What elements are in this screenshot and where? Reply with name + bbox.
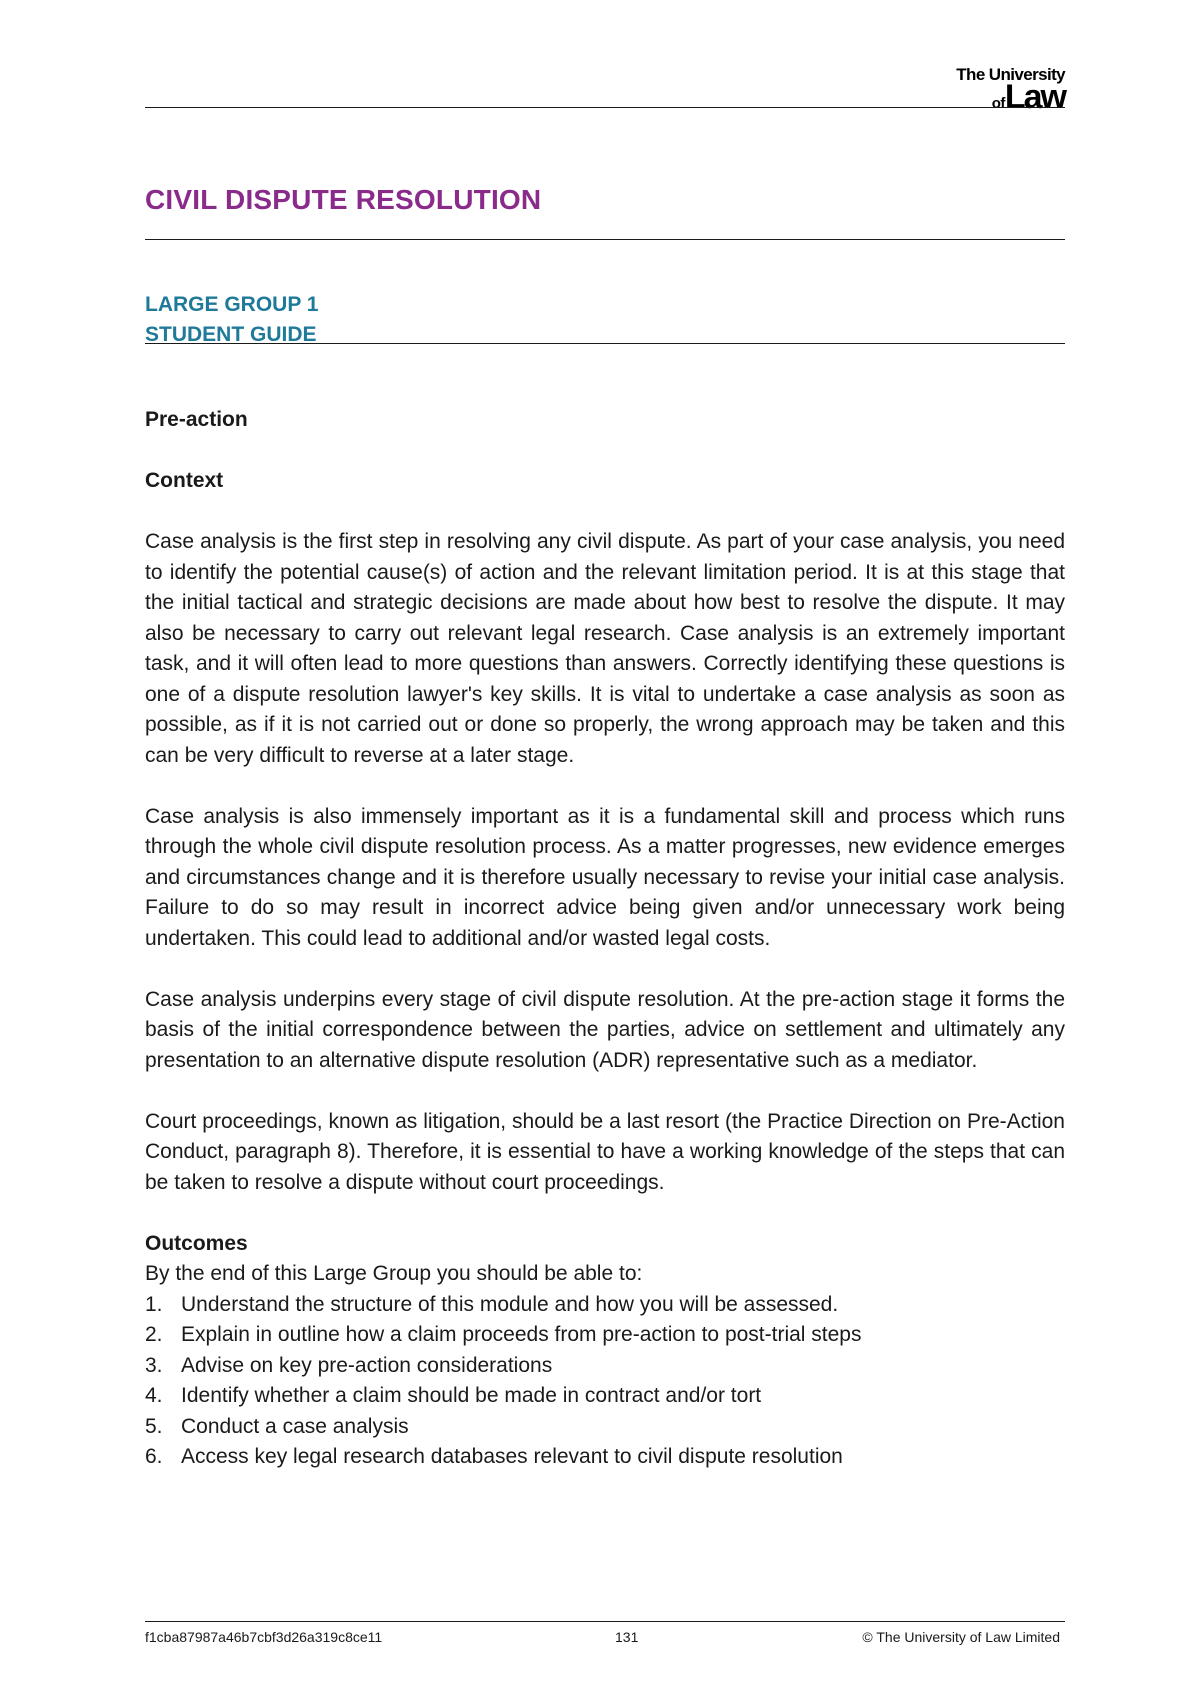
- footer-page-number: 131: [615, 1629, 639, 1645]
- list-item: [145, 1351, 1065, 1382]
- document-title: CIVIL DISPUTE RESOLUTION: [145, 184, 542, 215]
- logo-law: Law: [1004, 78, 1065, 116]
- subtitle-line1: LARGE GROUP 1: [145, 293, 319, 316]
- outcomes-intro: By the end of this Large Group you should be able to:: [145, 1262, 643, 1285]
- logo-line2: [956, 80, 1065, 114]
- title-rule: [145, 239, 1065, 240]
- document-body: [145, 405, 1065, 1473]
- list-item-number: 4.: [145, 1384, 163, 1407]
- list-item-text: Access key legal research databases relevant to civil dispute resolution: [181, 1445, 843, 1468]
- list-item-text: Understand the structure of this module and how you will be assessed.: [181, 1292, 839, 1316]
- paragraph-2: Case analysis is also immensely important as it is a fundamental skill and process which runs through the whole civil dispute resolution process. As a matter progresses, new evidence emerges and circumstances change and it is therefore usually necessary to revise your initial case analysis. Failure to do so may result in incorrect advice being given and/or unnecessary work being undertaken. This could lead to additional and/or wasted legal costs.: [145, 804, 1065, 950]
- list-item-number: 1.: [145, 1292, 163, 1316]
- list-item-number: 6.: [145, 1445, 163, 1468]
- paragraph-4: Court proceedings, known as litigation, should be a last resort (the Practice Direction on Pre-Action Conduct, paragraph 8). Therefore, it is essential to have a working knowledge of the steps that can be taken to resolve a dispute without court proceedings.: [145, 1109, 1065, 1194]
- footer-copyright: © The University of Law Limited: [862, 1629, 1060, 1645]
- list-item: [145, 1320, 1065, 1351]
- list-item-number: 3.: [145, 1353, 163, 1377]
- subtitle-line2: STUDENT GUIDE: [145, 323, 317, 346]
- list-item-number: 2.: [145, 1323, 163, 1346]
- list-item-text: Explain in outline how a claim proceeds from pre-action to post-trial steps: [181, 1323, 862, 1346]
- logo-of: of: [991, 95, 1005, 112]
- footer-rule: [145, 1621, 1065, 1622]
- subtitle-rule: [145, 343, 1065, 344]
- list-item: [145, 1381, 1065, 1412]
- list-item: [145, 1442, 1065, 1473]
- logo-line1: The University: [956, 65, 1065, 84]
- list-item-text: Identify whether a claim should be made in contract and/or tort: [181, 1384, 762, 1407]
- section-heading: Pre-action: [145, 408, 248, 431]
- context-heading: Context: [145, 469, 224, 492]
- paragraph-3: Case analysis underpins every stage of civil dispute resolution. At the pre-action stage it forms the basis of the initial correspondence between the parties, advice on settlement and ultimately any presentation to an alternative dispute resolution (ADR) representative such as a mediator.: [145, 987, 1065, 1072]
- list-item: [145, 1412, 1065, 1443]
- outcomes-heading: Outcomes: [145, 1231, 248, 1255]
- footer-doc-id: f1cba87987a46b7cbf3d26a319c8ce11: [145, 1629, 383, 1645]
- paragraph-1: Case analysis is the first step in resolving any civil dispute. As part of your case analysis, you need to identify the potential cause(s) of action and the relevant limitation period. It is at this stage that the initial tactical and strategic decisions are made about how best to resolve the dispute. It may also be necessary to carry out relevant legal research. Case analysis is an extremely important task, and it will often lead to more questions than answers. Correctly identifying these questions is one of a dispute resolution lawyer's key skills. It is vital to undertake a case analysis as soon as possible, as if it is not carried out or done so properly, the wrong approach may be taken and this can be very difficult to reverse at a later stage.: [145, 530, 1065, 767]
- list-item-text: Advise on key pre-action considerations: [181, 1353, 553, 1377]
- list-item-text: Conduct a case analysis: [181, 1414, 409, 1438]
- list-item-number: 5.: [145, 1414, 163, 1438]
- outcomes-list: [145, 1290, 1065, 1473]
- list-item: [145, 1290, 1065, 1321]
- document-subtitle: [145, 290, 318, 350]
- header-rule: [145, 107, 1065, 108]
